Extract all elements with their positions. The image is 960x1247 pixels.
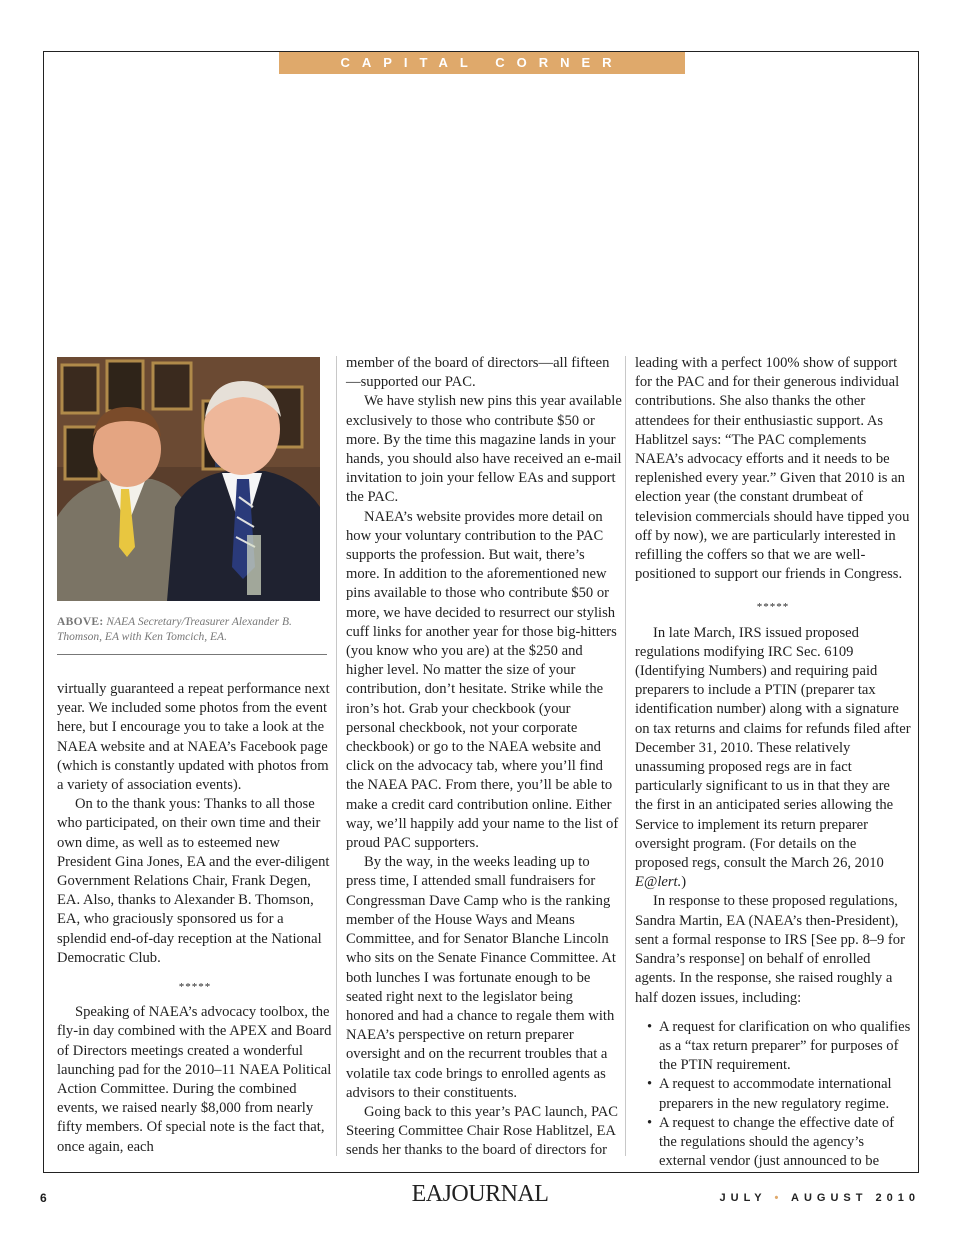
- journal-logo: EAJOURNAL: [411, 1181, 549, 1207]
- paragraph: [635, 624, 911, 893]
- photo-two-men: [57, 357, 320, 601]
- paragraph: Speaking of NAEA’s advocacy toolbox, the fly-in day combined with the APEX and Board of Directors meetings created a wonderful launching pad for the 2010–11 NAEA Political Action Committee. During the combined events, we raised nearly $8,000 from nearly fifty members. Of special note is the fact that, once again, each: [57, 1004, 332, 1155]
- list-item: • A request for clarification on who qualifies as a “tax return preparer” for purposes of the PTIN requirement.: [659, 1018, 911, 1076]
- paragraph: leading with a perfect 100% show of support for the PAC and for their generous individual contributions. She also thanks the other attendees for their enthusiastic support. As Hablitzel says: “The PAC complements NAEA’s advocacy efforts and it needs to be replenished every year.” Given that 2010 is an election year (the constant drumbeat of television commercials should have tipped you off by now), we are particularly interested in refilling the coffers so that we are well-positioned to support our friends in Congress.: [635, 355, 910, 583]
- issue-date: [720, 1192, 920, 1204]
- section-divider: *****: [178, 981, 212, 994]
- issue-month-1: JULY: [719, 1192, 767, 1204]
- article-column-3: [635, 354, 911, 1171]
- list-item: • A request to accommodate international preparers in the new regulatory regime.: [659, 1075, 911, 1113]
- column-divider: [625, 356, 626, 1156]
- paragraph-end: ): [681, 874, 687, 891]
- issue-separator: •: [774, 1192, 784, 1204]
- issue-month-2: AUGUST 2010: [791, 1192, 920, 1204]
- article-column-1: [57, 680, 333, 1157]
- page-number: 6: [40, 1191, 47, 1205]
- photo-caption: [57, 615, 325, 644]
- paragraph: virtually guaranteed a repeat performance next year. We included some photos from the event here, but I encourage you to take a look at the NAEA website and at NAEA’s Facebook page (which is constantly updated with photos from a variety of association events).: [57, 681, 330, 794]
- publication-name: E@lert.: [635, 874, 682, 891]
- paragraph: NAEA’s website provides more detail on how your voluntary contribution to the PAC supports the profession. But wait, there’s more. In addition to the aforementioned new pins available to those who contribute $50 or more, we have decided to resurrect our stylish cuff links for another year for those big-hitters (you know who you are) at the $250 and higher level. No matter the size of your contribution, don’t hesitate. Strike while the iron’s hot. Grab your checkbook (your personal checkbook, not your corporate checkbook) or go to the NAEA website and click on the advocacy tab, where you’ll find the NAEA PAC. From there, you’ll be able to make a credit card contribution online. Either way, we’ll happily add your name to the list of proud PAC supporters.: [346, 508, 619, 852]
- paragraph: member of the board of directors—all fifteen—supported our PAC.: [346, 355, 610, 391]
- section-banner: CAPITAL CORNER: [279, 52, 685, 74]
- article-column-2: [346, 354, 622, 1161]
- column-divider: [336, 356, 337, 1156]
- caption-text: NAEA Secretary/Treasurer Alexander B. Thomson, EA with Ken Tomcich, EA.: [57, 616, 292, 643]
- paragraph: On to the thank yous: Thanks to all those who participated, on their own time and their own dime, as well as to esteemed new President Gina Jones, EA and the ever-diligent Government Relations Chair, Frank Degen, EA. Also, thanks to Alexander B. Thomson, EA, who graciously sponsored us for a splendid end-of-day reception at the National Democratic Club.: [57, 796, 330, 966]
- paragraph-text: In late March, IRS issued proposed regulations modifying IRC Sec. 6109 (Identifying Numbers) and requiring paid preparers to include a PTIN (preparer tax identification number) along with a signature on tax returns and claims for refunds filed after December 31, 2010. These relatively unassuming proposed regs are in fact particularly significant to us in that they are the first in an anticipated series allowing the Service to implement its return preparer oversight program. (For details on the proposed regs, consult the March 26, 2010: [635, 624, 911, 872]
- paragraph: By the way, in the weeks leading up to press time, I attended small fundraisers for Congressman Dave Camp who is the ranking member of the House Ways and Means Committee, and for Senator Blanche Lincoln who sits on the Senate Finance Committee. At both lunches I was fortunate enough to be seated right next to the legislator being honored and had a chance to regale them with NAEA’s perspective on return preparer oversight and on the recurrent troubles that a volatile tax code brings to enrolled agents as advisors to their constituents.: [346, 854, 616, 1101]
- caption-divider: [57, 654, 327, 655]
- paragraph: Going back to this year’s PAC launch, PAC Steering Committee Chair Rose Hablitzel, EA sends her thanks to the board of directors for: [346, 1103, 619, 1159]
- paragraph: In response to these proposed regulations, Sandra Martin, EA (NAEA’s then-President), sent a formal response to IRS [See pp. 8–9 for Sandra’s response] on behalf of enrolled agents. In the response, she raised roughly a half dozen issues, including:: [635, 893, 905, 1006]
- caption-lead: ABOVE:: [57, 616, 104, 628]
- section-divider: *****: [756, 601, 790, 614]
- paragraph: We have stylish new pins this year available exclusively to those who contribute $50 or more. By the time this magazine lands in your hands, you should also have received an e-mail invitation to join your fellow EAs and support the PAC.: [346, 393, 622, 506]
- list-item: • A request to change the effective date of the regulations should the agency’s external vendor (just announced to be: [659, 1114, 911, 1172]
- issue-list: [635, 1018, 911, 1172]
